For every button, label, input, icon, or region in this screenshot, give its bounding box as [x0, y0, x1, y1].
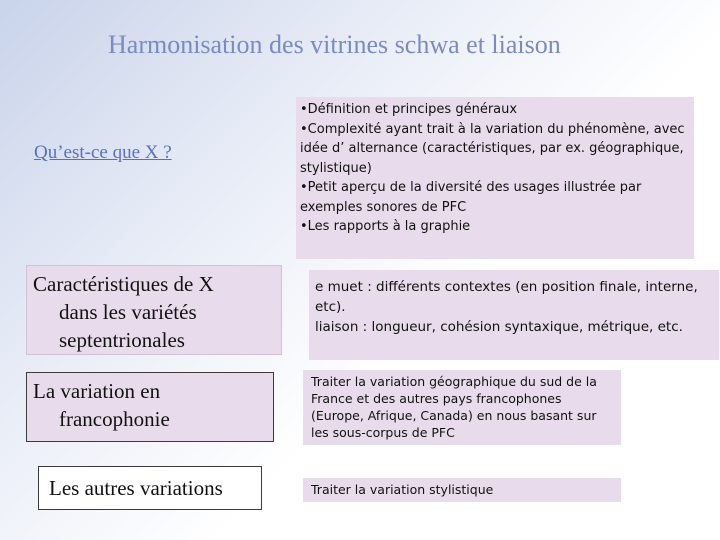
section-2-label [33, 270, 275, 354]
section-3-label-line2: francophonie [59, 407, 170, 431]
section-2-label-box [26, 265, 282, 355]
detail-complexity: •Complexité ayant trait à la variation du phénomène, avec idée d’ alternance (caractéristiques, par ex. géographique, stylistique) [300, 121, 685, 176]
section-3-label-line1: La variation en [33, 379, 161, 403]
detail-definition: •Définition et principes généraux [300, 102, 518, 117]
detail-diversity: •Petit aperçu de la diversité des usages illustrée par exemples sonores de PFC [300, 180, 642, 215]
detail-e-muet: e muet : différents contextes (en position finale, interne, etc). [315, 279, 698, 315]
detail-liaison: liaison : longueur, cohésion syntaxique, métrique, etc. [315, 319, 683, 335]
section-2-label-line3: septentrionales [59, 328, 185, 352]
detail-graphie: •Les rapports à la graphie [300, 219, 471, 234]
section-4-label: Les autres variations [49, 476, 223, 500]
section-4-details-box [303, 478, 621, 502]
section-2-details-box [309, 270, 719, 360]
detail-stylistique: Traiter la variation stylistique [311, 482, 494, 497]
section-2-label-line2: dans les variétés [59, 300, 197, 324]
section-3-details-box [303, 370, 621, 445]
section-1-details-box [296, 97, 694, 259]
detail-francophonie: Traiter la variation géographique du sud de la France et des autres pays francophones (Europe, Afrique, Canada) en nous basant sur les sous-corpus de PFC [311, 374, 597, 440]
section-4-label-box [38, 466, 262, 510]
section-2-label-line1: Caractéristiques de X [33, 272, 214, 296]
what-is-x-link[interactable]: Qu’est-ce que X ? [34, 142, 172, 163]
section-3-label-box [26, 372, 274, 442]
section-3-label [33, 377, 267, 433]
slide-title: Harmonisation des vitrines schwa et liaison [108, 30, 561, 59]
